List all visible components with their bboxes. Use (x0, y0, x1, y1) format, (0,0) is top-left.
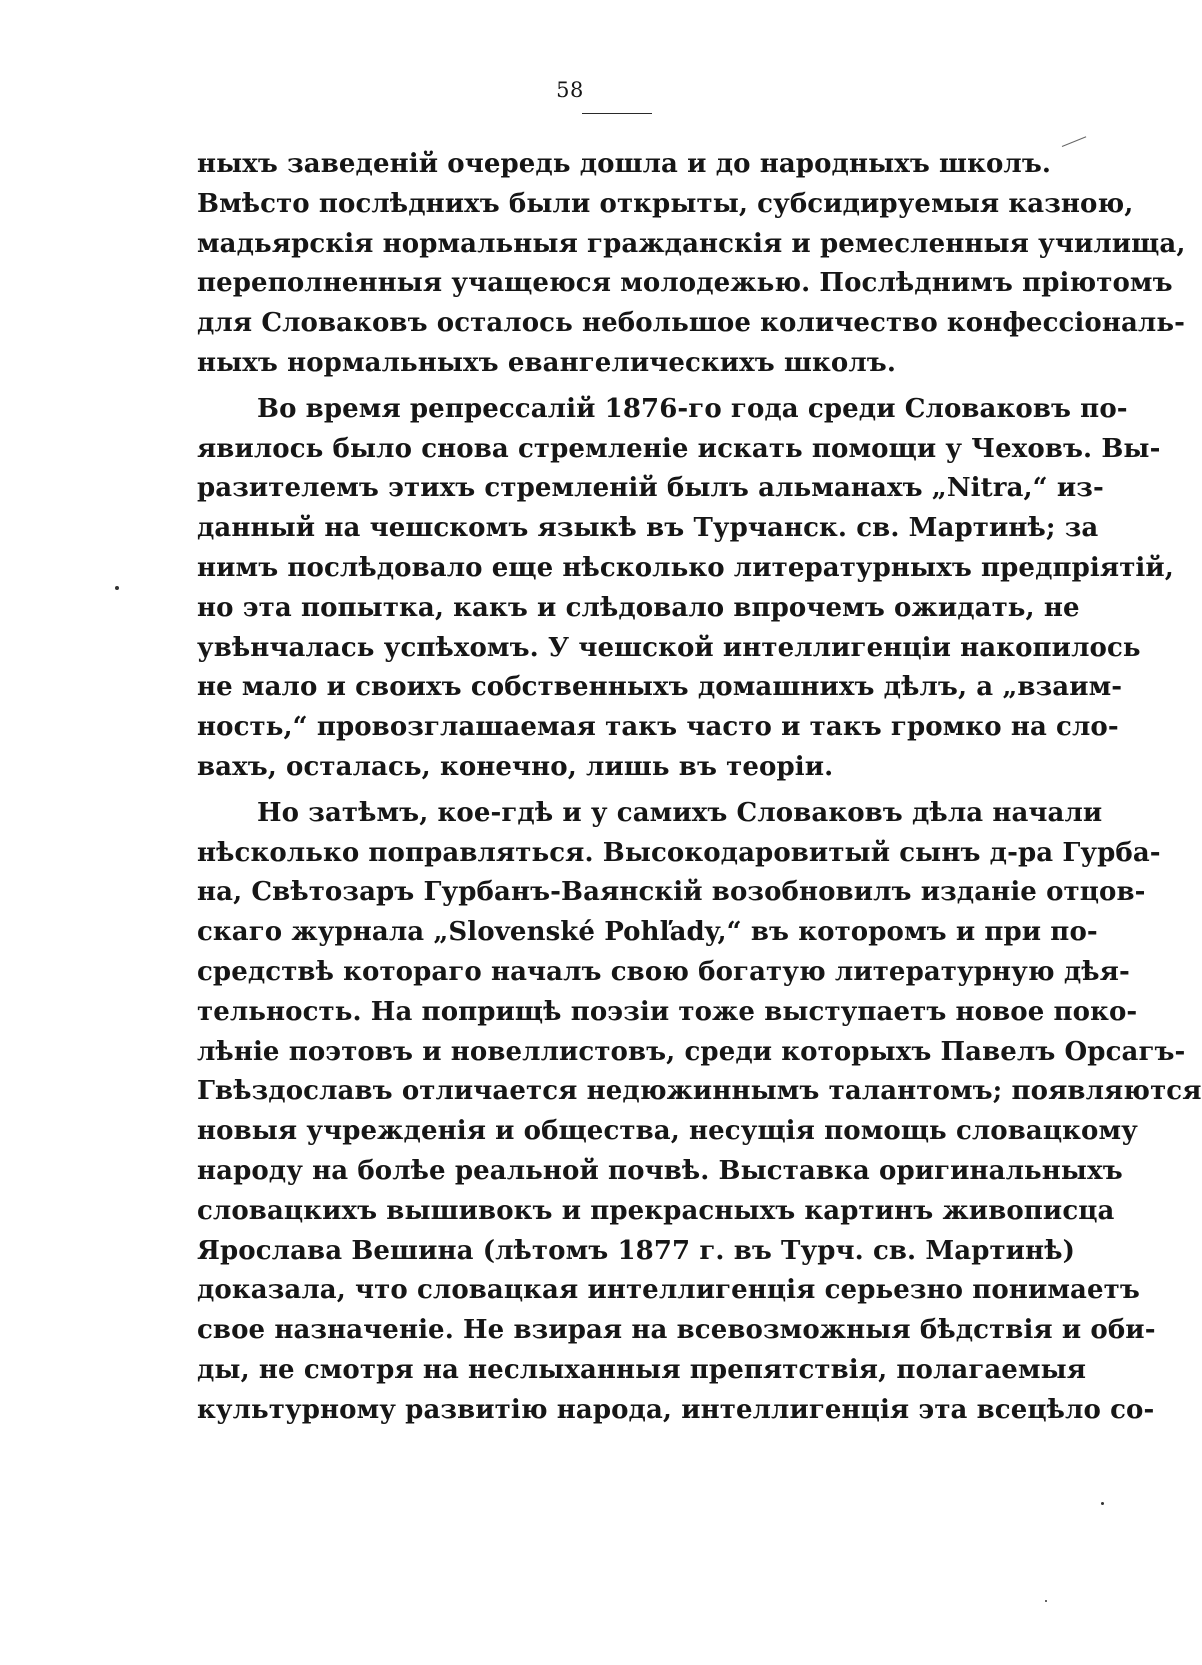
text-line: Ярослава Вешина (лѣтомъ 1877 г. въ Турч. св. Мартинѣ) (197, 1235, 1075, 1266)
text-line: для Словаковъ осталось небольшое количество конфессіональ- (197, 308, 1185, 339)
text-line: мадьярскія нормальныя гражданскія и ремесленныя училища, (197, 228, 1186, 259)
text-line: скаго журнала „Slovenské Pohľady,“ въ которомъ и при по- (197, 917, 1098, 948)
text-line: не мало и своихъ собственныхъ домашнихъ дѣлъ, а „взаим- (197, 672, 1123, 703)
paragraph (197, 794, 1202, 1431)
text-line: новыя учрежденія и общества, несущія помощь словацкому (197, 1116, 1138, 1147)
page-number: 58 (556, 78, 584, 102)
text-line: Но затѣмъ, кое-гдѣ и у самихъ Словаковъ дѣла начали (257, 797, 1103, 828)
text-line: доказала, что словацкая интеллигенція серьезно понимаетъ (197, 1275, 1140, 1306)
text-line: переполненныя учащеюся молодежью. Послѣднимъ пріютомъ (197, 268, 1173, 299)
text-line: свое назначеніе. Не взирая на всевозможныя бѣдствія и оби- (197, 1315, 1156, 1346)
text-line: средствѣ котораго началъ свою богатую литературную дѣя- (197, 956, 1130, 987)
text-line: нѣсколько поправляться. Высокодаровитый сынъ д-ра Гурба- (197, 837, 1161, 868)
scan-speck (1045, 1600, 1047, 1602)
text-line: данный на чешскомъ языкѣ въ Турчанск. св. Мартинѣ; за (197, 513, 1099, 544)
page-number-rule (582, 113, 652, 114)
text-line: Гвѣздославъ отличается недюжиннымъ талантомъ; появляются (197, 1076, 1202, 1107)
text-line: разителемъ этихъ стремленій былъ альманахъ „Nitra,“ из- (197, 473, 1104, 504)
text-line: нимъ послѣдовало еще нѣсколько литературныхъ предпріятій, (197, 552, 1174, 583)
text-line: словацкихъ вышивокъ и прекрасныхъ картинъ живописца (197, 1195, 1115, 1226)
text-line: ность,“ провозглашаемая такъ часто и такъ громко на сло- (197, 712, 1119, 743)
text-line: Вмѣсто послѣднихъ были открыты, субсидируемыя казною, (197, 188, 1134, 219)
text-line: вахъ, осталась, конечно, лишь въ теоріи. (197, 751, 834, 782)
body-text (197, 145, 1202, 1431)
text-line: явилось было снова стремленіе искать помощи у Чеховъ. Вы- (197, 433, 1161, 464)
scan-scratch (1062, 136, 1086, 147)
paragraph (197, 390, 1174, 788)
text-line: тельность. На поприщѣ поэзіи тоже выступаетъ новое поко- (197, 996, 1138, 1027)
scan-speck (115, 586, 119, 590)
text-line: народу на болѣе реальной почвѣ. Выставка оригинальныхъ (197, 1155, 1123, 1186)
text-line: Во время репрессалій 1876-го года среди Словаковъ по- (257, 393, 1128, 424)
text-line: на, Свѣтозаръ Гурбанъ-Ваянскій возобновилъ изданіе отцов- (197, 877, 1146, 908)
text-line: ды, не смотря на неслыханныя препятствія, полагаемыя (197, 1354, 1087, 1385)
text-line: культурному развитію народа, интеллигенція эта всецѣло со- (197, 1394, 1155, 1425)
paragraph (197, 145, 1186, 384)
text-line: ныхъ заведеній очередь дошла и до народныхъ школъ. (197, 149, 1052, 179)
scan-speck (1101, 1502, 1104, 1505)
text-line: лѣніе поэтовъ и новеллистовъ, среди которыхъ Павелъ Орсагъ- (197, 1036, 1186, 1067)
text-line: но эта попытка, какъ и слѣдовало впрочемъ ожидать, не (197, 592, 1080, 623)
text-line: ныхъ нормальныхъ евангелическихъ школъ. (197, 347, 896, 378)
text-line: увѣнчалась успѣхомъ. У чешской интеллигенціи накопилось (197, 632, 1141, 663)
